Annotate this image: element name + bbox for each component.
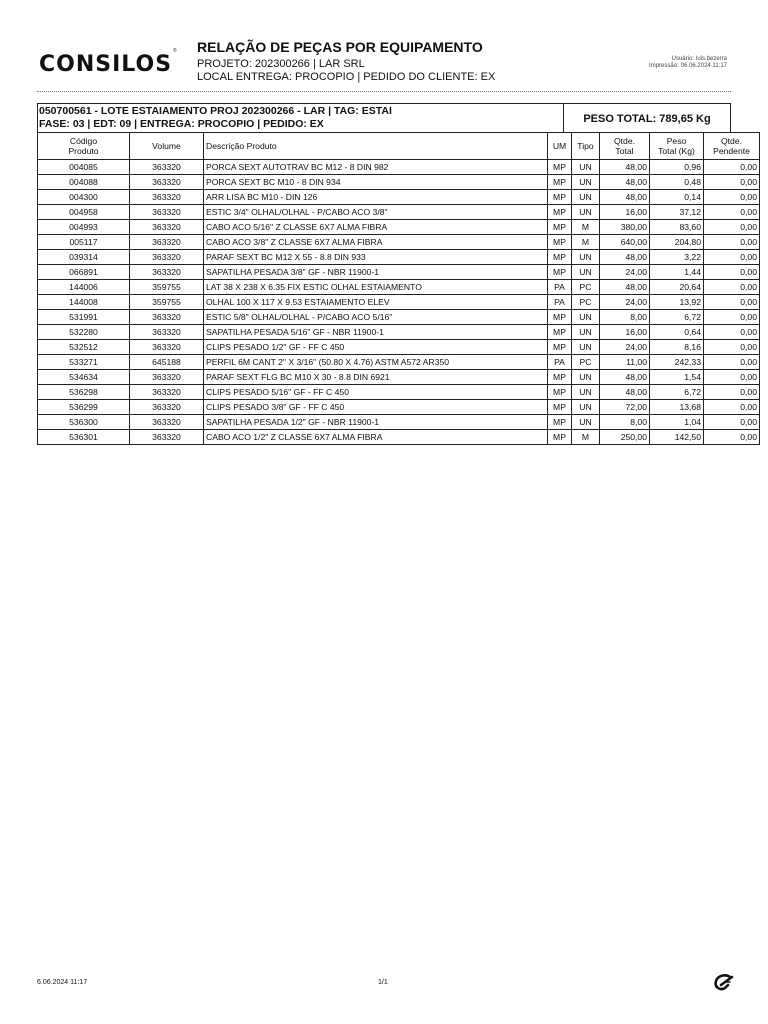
cell-qtde: 8,00 <box>600 415 650 430</box>
cell-pendente: 0,00 <box>704 370 760 385</box>
col-codigo <box>38 133 130 160</box>
table-row <box>38 295 760 310</box>
cell-descricao: ESTIC 5/8" OLHAL/OLHAL - P/CABO ACO 5/16" <box>204 310 548 325</box>
cell-pendente: 0,00 <box>704 340 760 355</box>
cell-qtde: 250,00 <box>600 430 650 445</box>
cell-tipo: UN <box>572 175 600 190</box>
cell-tipo: UN <box>572 205 600 220</box>
cell-codigo: 534634 <box>38 370 130 385</box>
cell-descricao: SAPATILHA PESADA 3/8" GF - NBR 11900-1 <box>204 265 548 280</box>
cell-descricao: CABO ACO 1/2" Z CLASSE 6X7 ALMA FIBRA <box>204 430 548 445</box>
table-row <box>38 340 760 355</box>
cell-qtde: 16,00 <box>600 205 650 220</box>
cell-um: MP <box>548 340 572 355</box>
peso-total: PESO TOTAL: 789,65 Kg <box>583 112 711 125</box>
lote-line-2: FASE: 03 | EDT: 09 | ENTREGA: PROCOPIO | PEDIDO: EX <box>39 118 324 130</box>
cell-um: MP <box>548 235 572 250</box>
cell-um: MP <box>548 325 572 340</box>
header-divider <box>37 91 731 92</box>
lote-line-1: 050700561 - LOTE ESTAIAMENTO PROJ 202300266 - LAR | TAG: ESTAI <box>39 105 392 117</box>
cell-descricao: CABO ACO 3/8" Z CLASSE 6X7 ALMA FIBRA <box>204 235 548 250</box>
cell-tipo: PC <box>572 280 600 295</box>
cell-codigo: 532512 <box>38 340 130 355</box>
cell-volume: 363320 <box>130 160 204 175</box>
cell-descricao: LAT 38 X 238 X 6.35 FIX ESTIC OLHAL ESTAIAMENTO <box>204 280 548 295</box>
cell-peso: 1,54 <box>650 370 704 385</box>
cell-peso: 13,92 <box>650 295 704 310</box>
cell-peso: 20,64 <box>650 280 704 295</box>
cell-tipo: UN <box>572 385 600 400</box>
cell-codigo: 004300 <box>38 190 130 205</box>
cell-peso: 6,72 <box>650 310 704 325</box>
cell-descricao: PORCA SEXT AUTOTRAV BC M12 - 8 DIN 982 <box>204 160 548 175</box>
cell-pendente: 0,00 <box>704 280 760 295</box>
cell-volume: 359755 <box>130 295 204 310</box>
footer-date: 6.06.2024 11:17 <box>37 979 88 986</box>
cell-codigo: 532280 <box>38 325 130 340</box>
table-row <box>38 160 760 175</box>
cell-tipo: PC <box>572 295 600 310</box>
cell-qtde: 48,00 <box>600 280 650 295</box>
col-peso-l2: Total (Kg) <box>658 146 695 156</box>
cell-um: MP <box>548 430 572 445</box>
cell-descricao: OLHAL 100 X 117 X 9.53 ESTAIAMENTO ELEV <box>204 295 548 310</box>
table-row <box>38 310 760 325</box>
cell-qtde: 48,00 <box>600 250 650 265</box>
cell-pendente: 0,00 <box>704 160 760 175</box>
cell-qtde: 48,00 <box>600 175 650 190</box>
cell-um: MP <box>548 415 572 430</box>
cell-um: MP <box>548 310 572 325</box>
cell-qtde: 48,00 <box>600 370 650 385</box>
cell-peso: 3,22 <box>650 250 704 265</box>
col-qtde-l2: Total <box>615 146 634 156</box>
cell-peso: 142,50 <box>650 430 704 445</box>
cell-tipo: UN <box>572 250 600 265</box>
cell-um: PA <box>548 280 572 295</box>
col-qtde-l1: Qtde. <box>613 136 636 146</box>
cell-codigo: 536299 <box>38 400 130 415</box>
cell-pendente: 0,00 <box>704 355 760 370</box>
cell-pendente: 0,00 <box>704 265 760 280</box>
cell-peso: 0,48 <box>650 175 704 190</box>
cell-pendente: 0,00 <box>704 205 760 220</box>
cell-pendente: 0,00 <box>704 190 760 205</box>
cell-volume: 363320 <box>130 340 204 355</box>
cell-volume: 363320 <box>130 430 204 445</box>
cell-tipo: UN <box>572 310 600 325</box>
cell-um: MP <box>548 265 572 280</box>
cell-descricao: CABO ACO 5/16" Z CLASSE 6X7 ALMA FIBRA <box>204 220 548 235</box>
user-label: Usuário: <box>671 56 694 62</box>
table-row <box>38 190 760 205</box>
cell-codigo: 531991 <box>38 310 130 325</box>
cell-descricao: PARAF SEXT BC M12 X 55 - 8.8 DIN 933 <box>204 250 548 265</box>
cell-volume: 363320 <box>130 265 204 280</box>
cell-volume: 363320 <box>130 325 204 340</box>
cell-volume: 363320 <box>130 205 204 220</box>
cell-tipo: UN <box>572 265 600 280</box>
cell-peso: 242,33 <box>650 355 704 370</box>
cell-tipo: UN <box>572 370 600 385</box>
cell-qtde: 640,00 <box>600 235 650 250</box>
col-descricao: Descrição Produto <box>204 133 548 160</box>
cell-volume: 363320 <box>130 370 204 385</box>
cell-peso: 0,96 <box>650 160 704 175</box>
cell-peso: 1,44 <box>650 265 704 280</box>
cell-qtde: 380,00 <box>600 220 650 235</box>
lote-header <box>37 103 731 133</box>
cell-peso: 8,16 <box>650 340 704 355</box>
cell-tipo: UN <box>572 325 600 340</box>
cell-tipo: M <box>572 430 600 445</box>
company-logo: CONSILOS <box>39 52 173 77</box>
cell-descricao: ESTIC 3/4" OLHAL/OLHAL - P/CABO ACO 3/8" <box>204 205 548 220</box>
cell-tipo: UN <box>572 340 600 355</box>
cell-pendente: 0,00 <box>704 220 760 235</box>
cell-volume: 363320 <box>130 235 204 250</box>
cell-pendente: 0,00 <box>704 310 760 325</box>
lote-info <box>38 104 564 133</box>
cell-descricao: PARAF SEXT FLG BC M10 X 30 - 8.8 DIN 6921 <box>204 370 548 385</box>
cell-volume: 359755 <box>130 280 204 295</box>
cell-pendente: 0,00 <box>704 415 760 430</box>
cell-tipo: PC <box>572 355 600 370</box>
delivery-line: LOCAL ENTREGA: PROCOPIO | PEDIDO DO CLIENTE: EX <box>197 71 496 83</box>
cell-peso: 0,14 <box>650 190 704 205</box>
col-tipo: Tipo <box>572 133 600 160</box>
col-pendente <box>704 133 760 160</box>
cell-codigo: 536301 <box>38 430 130 445</box>
cell-pendente: 0,00 <box>704 175 760 190</box>
cell-codigo: 536298 <box>38 385 130 400</box>
table-row <box>38 430 760 445</box>
col-codigo-l2: Produto <box>68 146 99 156</box>
cell-descricao: ARR LISA BC M10 - DIN 126 <box>204 190 548 205</box>
table-row <box>38 325 760 340</box>
cell-descricao: CLIPS PESADO 5/16" GF - FF C 450 <box>204 385 548 400</box>
cell-codigo: 533271 <box>38 355 130 370</box>
cell-pendente: 0,00 <box>704 295 760 310</box>
cell-qtde: 11,00 <box>600 355 650 370</box>
print-meta <box>647 62 727 70</box>
cell-codigo: 004993 <box>38 220 130 235</box>
parts-table <box>37 132 760 445</box>
cell-codigo: 144006 <box>38 280 130 295</box>
cell-codigo: 004958 <box>38 205 130 220</box>
page-number: 1/1 <box>378 979 388 986</box>
print-value: 06.06.2024 11:17 <box>680 63 727 69</box>
cell-um: MP <box>548 385 572 400</box>
col-qtde <box>600 133 650 160</box>
cell-codigo: 005117 <box>38 235 130 250</box>
cell-qtde: 48,00 <box>600 385 650 400</box>
cell-pendente: 0,00 <box>704 325 760 340</box>
col-pend-l1: Qtde. <box>720 136 743 146</box>
cell-qtde: 16,00 <box>600 325 650 340</box>
cell-um: MP <box>548 400 572 415</box>
cell-peso: 37,12 <box>650 205 704 220</box>
table-row <box>38 355 760 370</box>
cell-pendente: 0,00 <box>704 385 760 400</box>
cell-descricao: CLIPS PESADO 1/2" GF - FF C 450 <box>204 340 548 355</box>
table-row <box>38 265 760 280</box>
cell-peso: 13,68 <box>650 400 704 415</box>
project-line: PROJETO: 202300266 | LAR SRL <box>197 58 365 70</box>
cell-volume: 363320 <box>130 250 204 265</box>
cell-codigo: 004085 <box>38 160 130 175</box>
col-volume: Volume <box>130 133 204 160</box>
cell-codigo: 039314 <box>38 250 130 265</box>
registered-mark: ® <box>173 48 177 54</box>
cell-qtde: 8,00 <box>600 310 650 325</box>
cell-codigo: 144008 <box>38 295 130 310</box>
col-pend-l2: Pendente <box>713 146 750 156</box>
cell-volume: 363320 <box>130 385 204 400</box>
cell-um: MP <box>548 160 572 175</box>
cell-um: MP <box>548 370 572 385</box>
print-label: Impressão: <box>649 63 679 69</box>
user-value: luis.bezerra <box>695 56 727 62</box>
cell-volume: 645188 <box>130 355 204 370</box>
cell-volume: 363320 <box>130 220 204 235</box>
cell-descricao: SAPATILHA PESADA 1/2" GF - NBR 11900-1 <box>204 415 548 430</box>
cell-codigo: 004088 <box>38 175 130 190</box>
table-row <box>38 235 760 250</box>
table-row <box>38 205 760 220</box>
cell-peso: 204,80 <box>650 235 704 250</box>
consilos-mark-icon <box>712 973 734 993</box>
cell-tipo: UN <box>572 190 600 205</box>
cell-tipo: UN <box>572 160 600 175</box>
table-row <box>38 385 760 400</box>
cell-codigo: 536300 <box>38 415 130 430</box>
cell-tipo: M <box>572 220 600 235</box>
col-codigo-l1: Código <box>69 136 98 146</box>
cell-pendente: 0,00 <box>704 430 760 445</box>
table-row <box>38 220 760 235</box>
cell-volume: 363320 <box>130 190 204 205</box>
cell-pendente: 0,00 <box>704 235 760 250</box>
cell-tipo: UN <box>572 400 600 415</box>
cell-volume: 363320 <box>130 310 204 325</box>
cell-um: MP <box>548 175 572 190</box>
cell-descricao: PERFIL 6M CANT 2" X 3/16" (50.80 X 4.76) ASTM A572 AR350 <box>204 355 548 370</box>
cell-peso: 0,64 <box>650 325 704 340</box>
cell-um: PA <box>548 355 572 370</box>
cell-volume: 363320 <box>130 400 204 415</box>
col-um: UM <box>548 133 572 160</box>
report-title: RELAÇÃO DE PEÇAS POR EQUIPAMENTO <box>197 39 483 55</box>
cell-um: MP <box>548 205 572 220</box>
cell-descricao: CLIPS PESADO 3/8" GF - FF C 450 <box>204 400 548 415</box>
table-row <box>38 175 760 190</box>
cell-qtde: 24,00 <box>600 340 650 355</box>
cell-volume: 363320 <box>130 175 204 190</box>
cell-descricao: SAPATILHA PESADA 5/16" GF - NBR 11900-1 <box>204 325 548 340</box>
table-header-row <box>38 133 760 160</box>
table-row <box>38 370 760 385</box>
col-peso-l1: Peso <box>666 136 687 146</box>
cell-qtde: 48,00 <box>600 160 650 175</box>
cell-qtde: 72,00 <box>600 400 650 415</box>
table-row <box>38 250 760 265</box>
table-row <box>38 280 760 295</box>
col-peso <box>650 133 704 160</box>
cell-volume: 363320 <box>130 415 204 430</box>
table-row <box>38 400 760 415</box>
cell-qtde: 48,00 <box>600 190 650 205</box>
cell-um: PA <box>548 295 572 310</box>
cell-pendente: 0,00 <box>704 250 760 265</box>
cell-qtde: 24,00 <box>600 265 650 280</box>
cell-um: MP <box>548 250 572 265</box>
cell-qtde: 24,00 <box>600 295 650 310</box>
cell-peso: 6,72 <box>650 385 704 400</box>
cell-um: MP <box>548 190 572 205</box>
table-row <box>38 415 760 430</box>
cell-codigo: 066891 <box>38 265 130 280</box>
cell-um: MP <box>548 220 572 235</box>
cell-pendente: 0,00 <box>704 400 760 415</box>
cell-peso: 1,04 <box>650 415 704 430</box>
cell-descricao: PORCA SEXT BC M10 - 8 DIN 934 <box>204 175 548 190</box>
cell-tipo: M <box>572 235 600 250</box>
cell-peso: 83,60 <box>650 220 704 235</box>
cell-tipo: UN <box>572 415 600 430</box>
